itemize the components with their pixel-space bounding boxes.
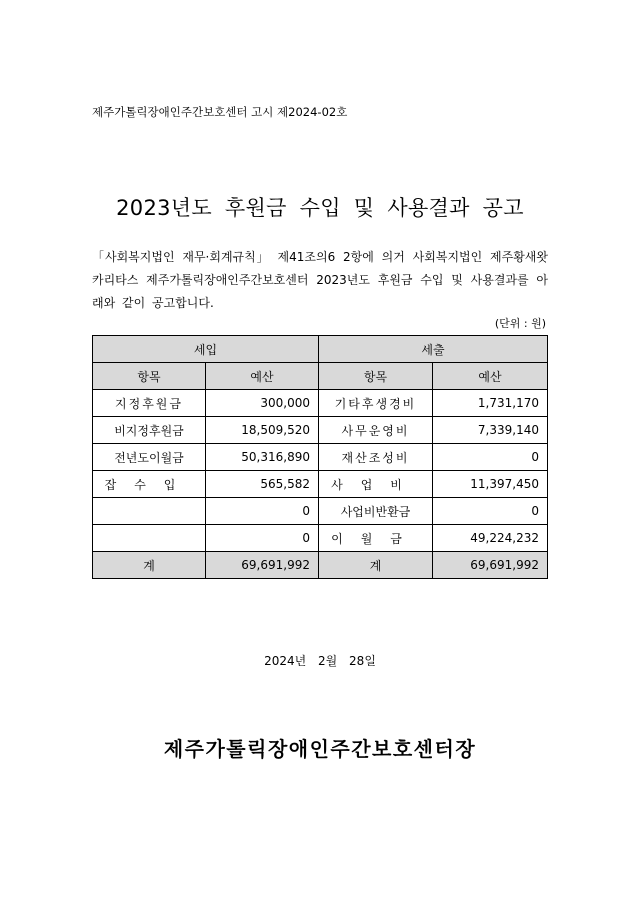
- table-row: [93, 498, 548, 525]
- page-title: 2023년도 후원금 수입 및 사용결과 공고: [116, 196, 524, 220]
- unit-label: (단위 : 원): [494, 317, 546, 330]
- income-item: [93, 498, 206, 525]
- table-total-row: [93, 552, 548, 579]
- expense-budget-header: 예산: [433, 363, 548, 390]
- income-amount: 300,000: [206, 390, 319, 417]
- expense-item: 기타후생경비: [319, 390, 433, 417]
- income-amount: 0: [206, 525, 319, 552]
- announcement-date: 2024년 2월 28일: [264, 654, 376, 668]
- table-header-row: [93, 336, 548, 363]
- income-item: 전년도이월금: [93, 444, 206, 471]
- income-amount: 0: [206, 498, 319, 525]
- expense-amount: 49,224,232: [433, 525, 548, 552]
- expense-total: 69,691,992: [433, 552, 548, 579]
- expense-item-header: 항목: [319, 363, 433, 390]
- income-amount: 18,509,520: [206, 417, 319, 444]
- income-amount: 565,582: [206, 471, 319, 498]
- expense-amount: 0: [433, 498, 548, 525]
- signature: 제주가톨릭장애인주간보호센터장: [163, 737, 477, 761]
- income-item: 지정후원금: [93, 390, 206, 417]
- announcement-body: 「사회복지법인 재무·회계규칙」 제41조의6 2항에 의거 사회복지법인 제주황새왓카리타스 제주가톨릭장애인주간보호센터 2023년도 후원금 수입 및 사용결과를 아래와 같이 공고합니다.: [92, 250, 548, 310]
- table-row: [93, 525, 548, 552]
- income-total-label: 계: [93, 552, 206, 579]
- expense-amount: 11,397,450: [433, 471, 548, 498]
- income-budget-header: 예산: [206, 363, 319, 390]
- table-row: [93, 390, 548, 417]
- income-item: 잡수입: [93, 471, 206, 498]
- expense-item: 이월금: [319, 525, 433, 552]
- expense-amount: 0: [433, 444, 548, 471]
- expense-header: 세출: [319, 336, 548, 363]
- notice-number: 제주가톨릭장애인주간보호센터 고시 제2024-02호: [92, 105, 348, 119]
- expense-item: 사업비반환금: [319, 498, 433, 525]
- income-amount: 50,316,890: [206, 444, 319, 471]
- expense-amount: 7,339,140: [433, 417, 548, 444]
- table-row: [93, 444, 548, 471]
- table-row: [93, 417, 548, 444]
- expense-item: 사업비: [319, 471, 433, 498]
- income-item: [93, 525, 206, 552]
- income-item: 비지정후원금: [93, 417, 206, 444]
- income-header: 세입: [93, 336, 319, 363]
- income-total: 69,691,992: [206, 552, 319, 579]
- expense-total-label: 계: [319, 552, 433, 579]
- expense-item: 사무운영비: [319, 417, 433, 444]
- income-item-header: 항목: [93, 363, 206, 390]
- budget-table: [92, 335, 548, 579]
- expense-item: 재산조성비: [319, 444, 433, 471]
- table-row: [93, 471, 548, 498]
- table-subheader-row: [93, 363, 548, 390]
- expense-amount: 1,731,170: [433, 390, 548, 417]
